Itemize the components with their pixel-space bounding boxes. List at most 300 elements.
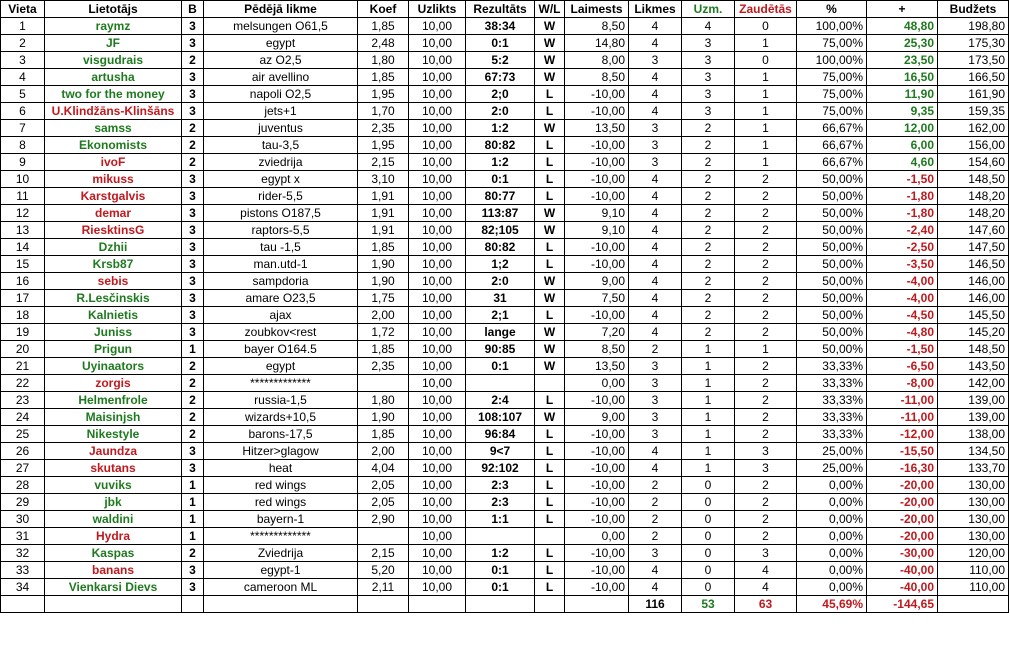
- cell-rezultats: lange: [466, 324, 535, 341]
- cell-plus: -4,80: [867, 324, 938, 341]
- cell-b: 1: [182, 528, 204, 545]
- header-likmes: Likmes: [629, 1, 682, 18]
- cell-likmes: 2: [629, 494, 682, 511]
- cell-b: 1: [182, 511, 204, 528]
- header-percent: %: [797, 1, 867, 18]
- cell-last-bet: juventus: [204, 120, 358, 137]
- cell-uzlikts: 10,00: [409, 290, 466, 307]
- cell-last-bet: red wings: [204, 494, 358, 511]
- cell-laimests: -10,00: [565, 443, 629, 460]
- cell-last-bet: *************: [204, 528, 358, 545]
- cell-last-bet: amare O23,5: [204, 290, 358, 307]
- table-row: [1, 392, 1009, 409]
- cell-plus: -40,00: [867, 562, 938, 579]
- cell-budzets: 162,00: [938, 120, 1009, 137]
- table-row: [1, 103, 1009, 120]
- cell-koef: 2,15: [358, 154, 409, 171]
- cell-vieta: 31: [1, 528, 45, 545]
- cell-zaudetas: 2: [735, 494, 797, 511]
- cell-uzm: 2: [682, 307, 735, 324]
- cell-last-bet: rider-5,5: [204, 188, 358, 205]
- cell-plus: -11,00: [867, 409, 938, 426]
- cell-b: 3: [182, 290, 204, 307]
- cell-rezultats: 0:1: [466, 358, 535, 375]
- cell-plus: -6,50: [867, 358, 938, 375]
- cell-percent: 66,67%: [797, 137, 867, 154]
- cell-rezultats: 2:4: [466, 392, 535, 409]
- cell-uzlikts: 10,00: [409, 120, 466, 137]
- cell-laimests: -10,00: [565, 154, 629, 171]
- cell-uzlikts: 10,00: [409, 69, 466, 86]
- cell-uzm: 2: [682, 205, 735, 222]
- cell-koef: 1,90: [358, 409, 409, 426]
- cell-plus: -20,00: [867, 494, 938, 511]
- cell-koef: 1,85: [358, 18, 409, 35]
- cell-percent: 75,00%: [797, 103, 867, 120]
- header-lietotajs: Lietotājs: [45, 1, 182, 18]
- cell-last-bet: cameroon ML: [204, 579, 358, 596]
- cell-rezultats: 2:0: [466, 103, 535, 120]
- cell-vieta: 13: [1, 222, 45, 239]
- cell-vieta: 34: [1, 579, 45, 596]
- cell-rezultats: 0:1: [466, 562, 535, 579]
- cell-zaudetas: 2: [735, 392, 797, 409]
- table-row: [1, 443, 1009, 460]
- cell-last-bet: ajax: [204, 307, 358, 324]
- table-row: [1, 239, 1009, 256]
- cell-budzets: 146,00: [938, 290, 1009, 307]
- cell-plus: -2,40: [867, 222, 938, 239]
- cell-likmes: 4: [629, 256, 682, 273]
- cell-zaudetas: 1: [735, 154, 797, 171]
- cell-vieta: 18: [1, 307, 45, 324]
- cell-wl: L: [535, 460, 565, 477]
- cell-uzm: 2: [682, 171, 735, 188]
- cell-vieta: 7: [1, 120, 45, 137]
- cell-zaudetas: 2: [735, 511, 797, 528]
- cell-uzlikts: 10,00: [409, 205, 466, 222]
- cell-percent: 100,00%: [797, 52, 867, 69]
- cell-b: 3: [182, 205, 204, 222]
- cell-plus: -30,00: [867, 545, 938, 562]
- cell-vieta: 17: [1, 290, 45, 307]
- cell-percent: 0,00%: [797, 494, 867, 511]
- cell-uzm: 1: [682, 460, 735, 477]
- cell-vieta: 25: [1, 426, 45, 443]
- cell-laimests: -10,00: [565, 426, 629, 443]
- cell-vieta: 14: [1, 239, 45, 256]
- cell-percent: 100,00%: [797, 18, 867, 35]
- cell-vieta: 19: [1, 324, 45, 341]
- cell-laimests: -10,00: [565, 103, 629, 120]
- cell-b: 3: [182, 562, 204, 579]
- cell-koef: 1,85: [358, 426, 409, 443]
- cell-last-bet: egypt: [204, 35, 358, 52]
- cell-wl: L: [535, 443, 565, 460]
- cell-vieta: 24: [1, 409, 45, 426]
- cell-user: jbk: [45, 494, 182, 511]
- cell-uzm: 2: [682, 256, 735, 273]
- cell-percent: 50,00%: [797, 205, 867, 222]
- totals-row: [1, 596, 1009, 613]
- cell-last-bet: zoubkov<rest: [204, 324, 358, 341]
- cell-vieta: 2: [1, 35, 45, 52]
- cell-uzm: 4: [682, 18, 735, 35]
- cell-budzets: 146,00: [938, 273, 1009, 290]
- cell-likmes: 2: [629, 341, 682, 358]
- cell-user: samss: [45, 120, 182, 137]
- cell-uzlikts: 10,00: [409, 154, 466, 171]
- cell-koef: 1,90: [358, 256, 409, 273]
- cell-user: vuviks: [45, 477, 182, 494]
- cell-budzets: 198,80: [938, 18, 1009, 35]
- cell-zaudetas: 2: [735, 426, 797, 443]
- cell-uzm: 0: [682, 579, 735, 596]
- cell-wl: [535, 528, 565, 545]
- cell-laimests: 7,20: [565, 324, 629, 341]
- cell-user: Kalnietis: [45, 307, 182, 324]
- cell-likmes: 4: [629, 443, 682, 460]
- cell-b: 2: [182, 409, 204, 426]
- totals-empty: [45, 596, 182, 613]
- cell-vieta: 20: [1, 341, 45, 358]
- cell-budzets: 148,20: [938, 188, 1009, 205]
- cell-uzlikts: 10,00: [409, 477, 466, 494]
- totals-empty: [409, 596, 466, 613]
- totals-empty: [1, 596, 45, 613]
- cell-b: 3: [182, 273, 204, 290]
- cell-plus: -8,00: [867, 375, 938, 392]
- cell-b: 1: [182, 494, 204, 511]
- header-b: B: [182, 1, 204, 18]
- cell-uzlikts: 10,00: [409, 392, 466, 409]
- cell-koef: 2,05: [358, 494, 409, 511]
- cell-budzets: 110,00: [938, 579, 1009, 596]
- cell-laimests: -10,00: [565, 511, 629, 528]
- cell-rezultats: 80:77: [466, 188, 535, 205]
- cell-user: JF: [45, 35, 182, 52]
- totals-plus: -144,65: [867, 596, 938, 613]
- cell-budzets: 120,00: [938, 545, 1009, 562]
- cell-wl: L: [535, 307, 565, 324]
- table-row: [1, 273, 1009, 290]
- cell-rezultats: 67:73: [466, 69, 535, 86]
- cell-uzm: 1: [682, 358, 735, 375]
- cell-wl: L: [535, 239, 565, 256]
- cell-b: 3: [182, 86, 204, 103]
- cell-vieta: 32: [1, 545, 45, 562]
- cell-b: 3: [182, 443, 204, 460]
- cell-percent: 50,00%: [797, 222, 867, 239]
- cell-uzm: 0: [682, 545, 735, 562]
- cell-wl: W: [535, 52, 565, 69]
- cell-percent: 33,33%: [797, 375, 867, 392]
- cell-wl: W: [535, 341, 565, 358]
- cell-koef: 1,85: [358, 69, 409, 86]
- cell-budzets: 130,00: [938, 494, 1009, 511]
- cell-plus: -1,80: [867, 188, 938, 205]
- cell-uzlikts: 10,00: [409, 494, 466, 511]
- cell-laimests: 0,00: [565, 528, 629, 545]
- cell-likmes: 3: [629, 375, 682, 392]
- header-uzlikts: Uzlikts: [409, 1, 466, 18]
- cell-budzets: 145,50: [938, 307, 1009, 324]
- cell-rezultats: 1:2: [466, 154, 535, 171]
- cell-b: 1: [182, 341, 204, 358]
- cell-percent: 0,00%: [797, 511, 867, 528]
- cell-koef: 2,00: [358, 307, 409, 324]
- cell-rezultats: 0:1: [466, 171, 535, 188]
- cell-plus: 12,00: [867, 120, 938, 137]
- cell-rezultats: 0:1: [466, 35, 535, 52]
- cell-koef: [358, 528, 409, 545]
- cell-wl: W: [535, 69, 565, 86]
- cell-budzets: 143,50: [938, 358, 1009, 375]
- cell-zaudetas: 3: [735, 443, 797, 460]
- cell-plus: 25,30: [867, 35, 938, 52]
- cell-user: banans: [45, 562, 182, 579]
- cell-percent: 50,00%: [797, 239, 867, 256]
- cell-b: 3: [182, 324, 204, 341]
- cell-uzlikts: 10,00: [409, 341, 466, 358]
- cell-uzlikts: 10,00: [409, 52, 466, 69]
- cell-b: 2: [182, 137, 204, 154]
- cell-user: Hydra: [45, 528, 182, 545]
- cell-zaudetas: 2: [735, 188, 797, 205]
- cell-zaudetas: 1: [735, 103, 797, 120]
- cell-likmes: 2: [629, 511, 682, 528]
- cell-user: Uyinaators: [45, 358, 182, 375]
- cell-budzets: 139,00: [938, 409, 1009, 426]
- cell-b: 2: [182, 426, 204, 443]
- cell-user: raymz: [45, 18, 182, 35]
- cell-likmes: 4: [629, 86, 682, 103]
- cell-user: zorgis: [45, 375, 182, 392]
- cell-user: Ekonomists: [45, 137, 182, 154]
- cell-plus: -20,00: [867, 511, 938, 528]
- cell-last-bet: tau -1,5: [204, 239, 358, 256]
- cell-uzlikts: 10,00: [409, 18, 466, 35]
- table-row: [1, 562, 1009, 579]
- cell-uzm: 2: [682, 120, 735, 137]
- cell-laimests: -10,00: [565, 239, 629, 256]
- cell-wl: W: [535, 35, 565, 52]
- table-row: [1, 120, 1009, 137]
- cell-laimests: 9,00: [565, 409, 629, 426]
- cell-uzm: 2: [682, 222, 735, 239]
- cell-percent: 33,33%: [797, 409, 867, 426]
- cell-uzlikts: 10,00: [409, 426, 466, 443]
- cell-likmes: 2: [629, 477, 682, 494]
- totals-uzm: 53: [682, 596, 735, 613]
- cell-uzm: 1: [682, 341, 735, 358]
- cell-koef: 1,91: [358, 222, 409, 239]
- cell-likmes: 4: [629, 18, 682, 35]
- cell-wl: L: [535, 256, 565, 273]
- cell-plus: -16,30: [867, 460, 938, 477]
- cell-koef: 2,90: [358, 511, 409, 528]
- cell-wl: [535, 375, 565, 392]
- cell-b: 2: [182, 120, 204, 137]
- cell-last-bet: tau-3,5: [204, 137, 358, 154]
- cell-koef: 2,11: [358, 579, 409, 596]
- cell-budzets: 156,00: [938, 137, 1009, 154]
- table-row: [1, 188, 1009, 205]
- cell-uzlikts: 10,00: [409, 409, 466, 426]
- cell-percent: 75,00%: [797, 35, 867, 52]
- cell-rezultats: 92:102: [466, 460, 535, 477]
- cell-wl: L: [535, 511, 565, 528]
- cell-zaudetas: 0: [735, 52, 797, 69]
- cell-last-bet: Hitzer>glagow: [204, 443, 358, 460]
- cell-budzets: 146,50: [938, 256, 1009, 273]
- cell-zaudetas: 1: [735, 86, 797, 103]
- cell-uzlikts: 10,00: [409, 375, 466, 392]
- cell-koef: 2,15: [358, 545, 409, 562]
- cell-koef: 2,48: [358, 35, 409, 52]
- cell-budzets: 142,00: [938, 375, 1009, 392]
- cell-rezultats: [466, 375, 535, 392]
- cell-likmes: 4: [629, 35, 682, 52]
- cell-user: waldini: [45, 511, 182, 528]
- cell-plus: -2,50: [867, 239, 938, 256]
- cell-vieta: 9: [1, 154, 45, 171]
- cell-percent: 33,33%: [797, 358, 867, 375]
- cell-koef: 1,70: [358, 103, 409, 120]
- cell-wl: L: [535, 188, 565, 205]
- cell-user: Juniss: [45, 324, 182, 341]
- cell-last-bet: heat: [204, 460, 358, 477]
- table-row: [1, 18, 1009, 35]
- cell-laimests: 9,10: [565, 222, 629, 239]
- cell-zaudetas: 1: [735, 341, 797, 358]
- cell-uzm: 1: [682, 443, 735, 460]
- cell-laimests: 8,00: [565, 52, 629, 69]
- cell-rezultats: 2;1: [466, 307, 535, 324]
- cell-vieta: 23: [1, 392, 45, 409]
- cell-plus: -3,50: [867, 256, 938, 273]
- cell-laimests: -10,00: [565, 579, 629, 596]
- cell-b: 3: [182, 222, 204, 239]
- cell-wl: L: [535, 86, 565, 103]
- cell-vieta: 27: [1, 460, 45, 477]
- cell-laimests: 9,10: [565, 205, 629, 222]
- cell-plus: -40,00: [867, 579, 938, 596]
- cell-vieta: 8: [1, 137, 45, 154]
- cell-likmes: 3: [629, 137, 682, 154]
- cell-laimests: -10,00: [565, 307, 629, 324]
- cell-rezultats: 31: [466, 290, 535, 307]
- cell-uzm: 2: [682, 324, 735, 341]
- cell-uzlikts: 10,00: [409, 222, 466, 239]
- cell-koef: 1,95: [358, 86, 409, 103]
- header-vieta: Vieta: [1, 1, 45, 18]
- cell-zaudetas: 3: [735, 545, 797, 562]
- cell-zaudetas: 2: [735, 256, 797, 273]
- cell-vieta: 15: [1, 256, 45, 273]
- cell-last-bet: air avellino: [204, 69, 358, 86]
- cell-uzlikts: 10,00: [409, 511, 466, 528]
- cell-uzlikts: 10,00: [409, 460, 466, 477]
- cell-zaudetas: 2: [735, 375, 797, 392]
- table-row: [1, 290, 1009, 307]
- cell-laimests: 9,00: [565, 273, 629, 290]
- cell-uzlikts: 10,00: [409, 256, 466, 273]
- cell-plus: 16,50: [867, 69, 938, 86]
- table-row: [1, 545, 1009, 562]
- cell-uzlikts: 10,00: [409, 528, 466, 545]
- cell-last-bet: bayern-1: [204, 511, 358, 528]
- cell-last-bet: russia-1,5: [204, 392, 358, 409]
- cell-zaudetas: 2: [735, 239, 797, 256]
- cell-user: demar: [45, 205, 182, 222]
- cell-laimests: -10,00: [565, 562, 629, 579]
- cell-last-bet: bayer O164.5: [204, 341, 358, 358]
- header-koef: Koef: [358, 1, 409, 18]
- totals-empty: [466, 596, 535, 613]
- cell-budzets: 110,00: [938, 562, 1009, 579]
- cell-uzm: 1: [682, 375, 735, 392]
- cell-wl: L: [535, 562, 565, 579]
- cell-zaudetas: 2: [735, 205, 797, 222]
- cell-b: 3: [182, 188, 204, 205]
- cell-uzlikts: 10,00: [409, 35, 466, 52]
- cell-likmes: 2: [629, 528, 682, 545]
- table-body: [1, 18, 1009, 596]
- cell-koef: 1,72: [358, 324, 409, 341]
- cell-plus: 23,50: [867, 52, 938, 69]
- cell-user: artusha: [45, 69, 182, 86]
- cell-last-bet: wizards+10,5: [204, 409, 358, 426]
- cell-last-bet: man.utd-1: [204, 256, 358, 273]
- cell-zaudetas: 2: [735, 307, 797, 324]
- cell-wl: W: [535, 222, 565, 239]
- cell-percent: 50,00%: [797, 324, 867, 341]
- totals-zaudetas: 63: [735, 596, 797, 613]
- cell-laimests: -10,00: [565, 171, 629, 188]
- cell-rezultats: 108:107: [466, 409, 535, 426]
- cell-likmes: 3: [629, 545, 682, 562]
- cell-plus: 11,90: [867, 86, 938, 103]
- table-row: [1, 341, 1009, 358]
- cell-laimests: -10,00: [565, 477, 629, 494]
- cell-laimests: 14,80: [565, 35, 629, 52]
- cell-b: 2: [182, 358, 204, 375]
- table-row: [1, 256, 1009, 273]
- cell-user: two for the money: [45, 86, 182, 103]
- header-plus: +: [867, 1, 938, 18]
- cell-percent: 66,67%: [797, 154, 867, 171]
- cell-percent: 75,00%: [797, 69, 867, 86]
- cell-uzm: 0: [682, 477, 735, 494]
- cell-last-bet: pistons O187,5: [204, 205, 358, 222]
- cell-likmes: 4: [629, 324, 682, 341]
- cell-uzm: 2: [682, 137, 735, 154]
- cell-rezultats: 0:1: [466, 579, 535, 596]
- cell-budzets: 148,20: [938, 205, 1009, 222]
- header-wl: W/L: [535, 1, 565, 18]
- cell-last-bet: egypt: [204, 358, 358, 375]
- table-row: [1, 137, 1009, 154]
- cell-uzlikts: 10,00: [409, 86, 466, 103]
- table-row: [1, 528, 1009, 545]
- cell-uzlikts: 10,00: [409, 171, 466, 188]
- table-row: [1, 409, 1009, 426]
- cell-b: 3: [182, 307, 204, 324]
- cell-last-bet: egypt x: [204, 171, 358, 188]
- cell-percent: 75,00%: [797, 86, 867, 103]
- cell-zaudetas: 1: [735, 137, 797, 154]
